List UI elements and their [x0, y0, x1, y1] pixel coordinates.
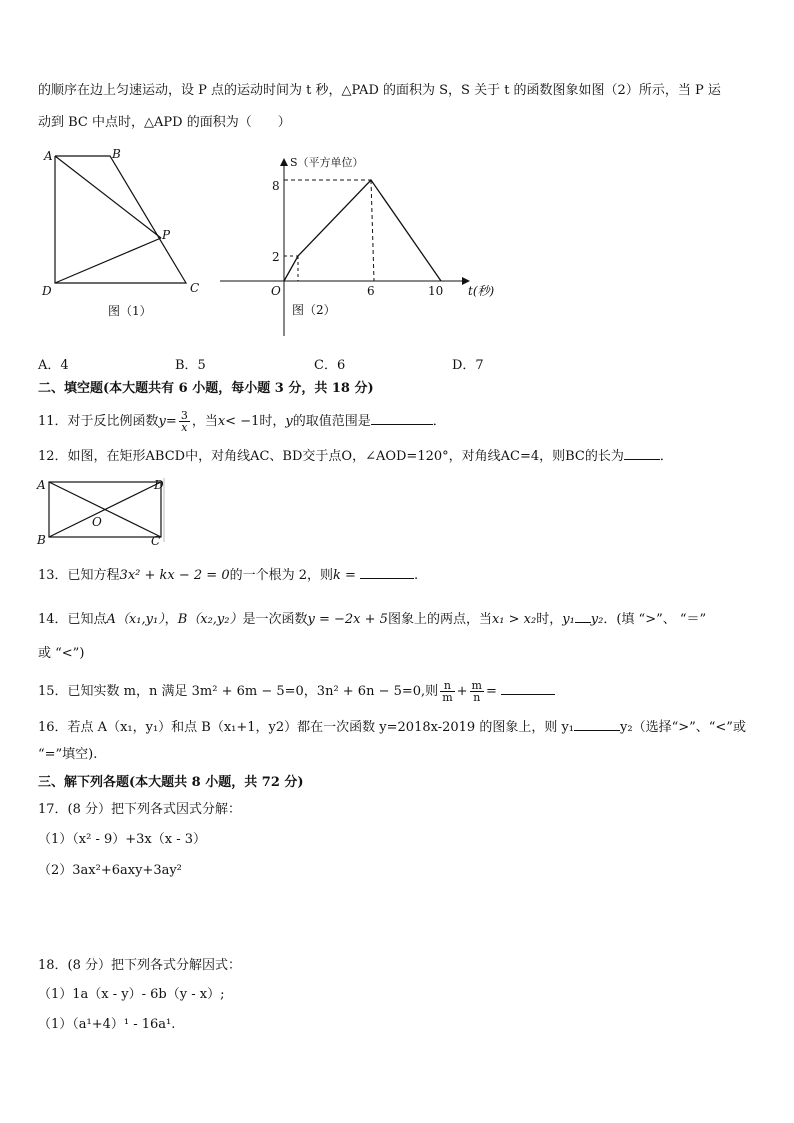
- p11-answer-blank[interactable]: [371, 412, 433, 425]
- p14-text-c: 图象上的两点，当: [387, 612, 492, 627]
- p12-text: 12．如图，在矩形ABCD中，对角线AC、BD交于点O，∠AOD=120°，对角线AC=4，则BC的长为: [38, 449, 624, 464]
- section2-title: 二、填空题(本大题共有 6 小题，每小题 3 分，共 18 分): [38, 381, 374, 396]
- p15-f2-den: n: [473, 691, 481, 704]
- p15-eq: =: [485, 684, 497, 699]
- p15-text-a: 15．已知实数 m，n 满足 3m² + 6m − 5=0，3n² + 6n − 5=0,则: [38, 684, 439, 699]
- p13-text-a: 13．已知方程: [38, 568, 120, 583]
- p14-y1: y₁: [562, 612, 575, 627]
- p13-end: .: [414, 568, 419, 583]
- p12-label-D: D: [154, 478, 164, 492]
- fig1-caption: 图（1）: [108, 304, 152, 318]
- p14-text-a: 14．已知点: [38, 612, 107, 627]
- problem18-item1: （1）1a（x - y）- 6b（y - x）;: [38, 987, 225, 1002]
- fig1-label-P: P: [162, 228, 171, 242]
- p14-point-A: A（x₁,y₁）: [106, 612, 165, 627]
- choice-b: B．5: [175, 358, 206, 373]
- p12-label-A: A: [37, 478, 46, 492]
- p12-end: ．: [659, 449, 673, 464]
- p11-y2: y: [285, 414, 293, 429]
- p14-condition: x₁ > x₂: [491, 612, 537, 627]
- problem14-line1: [38, 610, 706, 629]
- fig2-xtick-6: 6: [367, 284, 375, 298]
- p15-plus: +: [456, 684, 468, 699]
- p14-answer-blank[interactable]: [575, 610, 591, 623]
- p11-fraction: [179, 410, 190, 433]
- problem17-title: 17．(8 分）把下列各式因式分解：: [38, 802, 242, 817]
- p14-function: y = −2x + 5: [307, 612, 388, 627]
- problem14-line2: 或 “<”): [38, 646, 85, 661]
- p12-label-B: B: [37, 533, 46, 547]
- p15-fraction-2: [470, 680, 484, 703]
- p11-text-a: 11．对于反比例函数: [38, 414, 159, 429]
- figure2-graph: [216, 150, 506, 340]
- p11-y: y: [158, 414, 166, 429]
- choice-a: A．4: [38, 358, 69, 373]
- p14-point-B: B（x₂,y₂）: [177, 612, 243, 627]
- p14-y2: y₂: [590, 612, 604, 627]
- fig1-label-C: C: [190, 281, 200, 295]
- problem17-item1: （1）（x² - 9）+3x（x - 3）: [38, 832, 206, 847]
- fig2-ytick-8: 8: [272, 179, 280, 193]
- problem17-item2: （2）3ax²+6axy+3ay²: [38, 863, 182, 878]
- p15-f1-den: m: [442, 691, 453, 704]
- problem11: [38, 410, 446, 433]
- problem16-line1: [38, 718, 746, 737]
- p15-f1-num: n: [440, 680, 454, 692]
- p11-num: 3: [180, 409, 188, 422]
- p16-answer-blank[interactable]: [574, 718, 620, 731]
- p12-label-C: C: [151, 534, 161, 548]
- p15-fraction-1: [440, 680, 454, 703]
- choice-c: C．6: [314, 358, 346, 373]
- p15-answer-blank[interactable]: [501, 682, 555, 695]
- problem15: [38, 680, 555, 703]
- problem18-item2: （1）（a¹+4）¹ - 16a¹.: [38, 1017, 176, 1032]
- p11-x: x: [217, 414, 226, 429]
- choice-d: D．7: [452, 358, 484, 373]
- fig2-xtick-10: 10: [428, 284, 444, 298]
- problem10-line2: 动到 BC 中点时，△APD 的面积为（ ）: [38, 115, 291, 130]
- figure1-trapezoid: [38, 148, 218, 328]
- fig2-ytick-2: 2: [272, 250, 280, 264]
- fig1-label-B: B: [112, 147, 121, 161]
- problem10-line1: 的顺序在边上匀速运动，设 P 点的运动时间为 t 秒，△PAD 的面积为 S，S 关于 t 的函数图象如图（2）所示，当 P 运: [38, 83, 721, 98]
- p16-text-b: y₂（选择“>”、“<”或: [620, 720, 746, 735]
- fig2-origin: O: [271, 284, 281, 298]
- p14-text-e: ．(填 “>”、 “＝”: [603, 612, 707, 627]
- p11-eq: =: [165, 414, 177, 429]
- p11-text-b: ，当: [191, 414, 218, 429]
- problem18-title: 18．(8 分）把下列各式分解因式：: [38, 958, 242, 973]
- fig2-t-label: t(秒): [468, 284, 495, 298]
- fig1-label-D: D: [42, 284, 52, 298]
- p11-den: x: [181, 421, 188, 434]
- p13-answer-blank[interactable]: [360, 566, 414, 579]
- p15-f2-num: m: [471, 679, 482, 692]
- p13-k: k =: [333, 568, 356, 583]
- fig1-label-A: A: [44, 149, 53, 163]
- problem16-line2: “=”填空).: [38, 747, 98, 762]
- fig2-caption: 图（2）: [292, 303, 336, 317]
- p14-sep: ，: [164, 612, 178, 627]
- p12-answer-blank[interactable]: [624, 447, 660, 460]
- p11-text-d: 的取值范围是: [292, 414, 371, 429]
- p13-text-b: 的一个根为 2，则: [229, 568, 333, 583]
- p13-equation: 3x² + kx − 2 = 0: [119, 568, 230, 583]
- problem13: [38, 566, 418, 585]
- problem12: [38, 447, 673, 466]
- p12-label-O: O: [92, 515, 102, 529]
- p12-rectangle-figure: [36, 476, 176, 546]
- section3-title: 三、解下列各题(本大题共 8 小题，共 72 分): [38, 775, 304, 790]
- p16-text-a: 16．若点 A（x₁，y₁）和点 B（x₁+1，y2）都在一次函数 y=2018x-2019 的图象上，则 y₁: [38, 720, 575, 735]
- p14-text-b: 是一次函数: [242, 612, 308, 627]
- p11-end: ．: [432, 414, 446, 429]
- p11-text-c: < −1时，: [225, 414, 286, 429]
- p14-text-d: 时，: [536, 612, 563, 627]
- fig2-s-label: S（平方单位）: [290, 156, 364, 169]
